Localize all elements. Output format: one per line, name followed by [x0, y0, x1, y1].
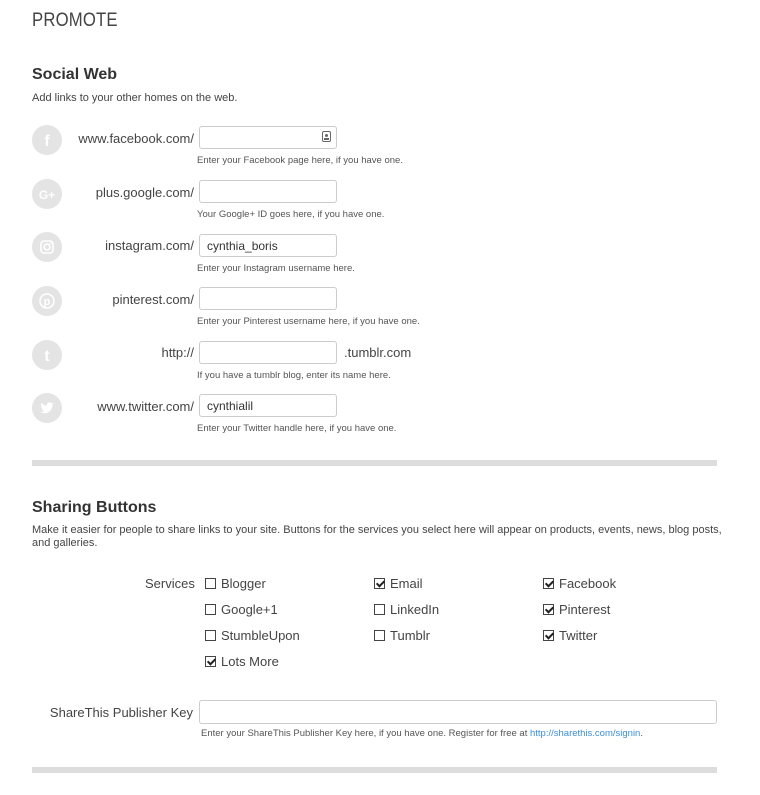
publisher-key-hint [201, 728, 643, 739]
pinterest-icon [32, 286, 62, 316]
instagram-hint: Enter your Instagram username here. [197, 263, 355, 274]
service-label: Google+1 [221, 602, 278, 617]
lots-more-checkbox[interactable] [205, 656, 216, 667]
tumblr-hint: If you have a tumblr blog, enter its name here. [197, 370, 391, 381]
svg-text:f: f [44, 133, 50, 150]
service-label: Email [390, 576, 423, 591]
publisher-key-hint-end: . [640, 728, 643, 739]
twitter-url-label: www.twitter.com/ [97, 399, 194, 414]
page-title: PROMOTE [32, 10, 118, 31]
google-plus-hint: Your Google+ ID goes here, if you have one. [197, 209, 385, 220]
google-plus-input[interactable] [199, 180, 337, 203]
sharethis-signin-link[interactable]: http://sharethis.com/signin [529, 728, 641, 739]
twitter-icon [32, 393, 62, 423]
section-divider [32, 460, 717, 466]
publisher-key-label: ShareThis Publisher Key [49, 705, 193, 720]
facebook-checkbox[interactable] [543, 578, 554, 589]
service-label: Twitter [559, 628, 598, 643]
facebook-input[interactable] [199, 126, 337, 149]
pinterest-url-label: pinterest.com/ [112, 292, 194, 307]
service-tumblr[interactable] [374, 628, 430, 643]
google-plus-url-label: plus.google.com/ [95, 185, 194, 200]
pinterest-checkbox[interactable] [543, 604, 554, 615]
service-twitter[interactable] [543, 628, 597, 643]
twitter-hint: Enter your Twitter handle here, if you have one. [197, 423, 397, 434]
facebook-hint: Enter your Facebook page here, if you have one. [197, 155, 403, 166]
google-plus-icon [32, 179, 62, 209]
tumblr-icon [32, 340, 62, 370]
instagram-url-label: instagram.com/ [105, 238, 194, 253]
blogger-checkbox[interactable] [205, 578, 216, 589]
tumblr-suffix: .tumblr.com [344, 345, 412, 360]
instagram-icon [32, 232, 62, 262]
service-blogger[interactable] [205, 576, 266, 591]
twitter-checkbox[interactable] [543, 630, 554, 641]
service-lots-more[interactable] [205, 654, 279, 669]
social-web-title: Social Web [32, 66, 118, 83]
section-divider-bottom [32, 767, 717, 773]
twitter-input[interactable]: cynthialil [199, 394, 337, 417]
sharing-buttons-title: Sharing Buttons [32, 499, 157, 516]
service-google-plus-one[interactable] [205, 602, 278, 617]
facebook-url-label: www.facebook.com/ [78, 131, 194, 146]
services-label: Services [145, 576, 195, 591]
google-plus-one-checkbox[interactable] [205, 604, 216, 615]
publisher-key-input[interactable] [199, 700, 717, 724]
service-label: Facebook [559, 576, 617, 591]
service-label: Tumblr [390, 628, 430, 643]
service-email[interactable] [374, 576, 423, 591]
service-stumbleupon[interactable] [205, 628, 300, 643]
service-label: StumbleUpon [221, 628, 300, 643]
email-checkbox[interactable] [374, 578, 385, 589]
linkedin-checkbox[interactable] [374, 604, 385, 615]
stumbleupon-checkbox[interactable] [205, 630, 216, 641]
service-label: Lots More [221, 654, 279, 669]
service-facebook[interactable] [543, 576, 616, 591]
publisher-key-hint-text: Enter your ShareThis Publisher Key here, if you have one. Register for free at [201, 728, 530, 739]
facebook-icon [32, 125, 62, 155]
pinterest-hint: Enter your Pinterest username here, if you have one. [197, 316, 420, 327]
tumblr-url-label: http:// [161, 345, 194, 360]
contact-card-icon[interactable] [322, 131, 331, 142]
svg-text:G+: G+ [38, 188, 56, 202]
service-label: Pinterest [559, 602, 611, 617]
tumblr-checkbox[interactable] [374, 630, 385, 641]
pinterest-input[interactable] [199, 287, 337, 310]
svg-text:p: p [43, 296, 51, 308]
sharing-buttons-description: Make it easier for people to share links to your site. Buttons for the services you select here will appear on products, events, news, blog posts, and galleries. [32, 524, 722, 549]
service-pinterest[interactable] [543, 602, 610, 617]
svg-text:t: t [44, 348, 50, 365]
service-label: Blogger [221, 576, 266, 591]
instagram-input[interactable]: cynthia_boris [199, 234, 337, 257]
service-label: LinkedIn [390, 602, 440, 617]
service-linkedin[interactable] [374, 602, 439, 617]
social-web-description: Add links to your other homes on the web. [32, 92, 238, 104]
tumblr-input[interactable] [199, 341, 337, 364]
